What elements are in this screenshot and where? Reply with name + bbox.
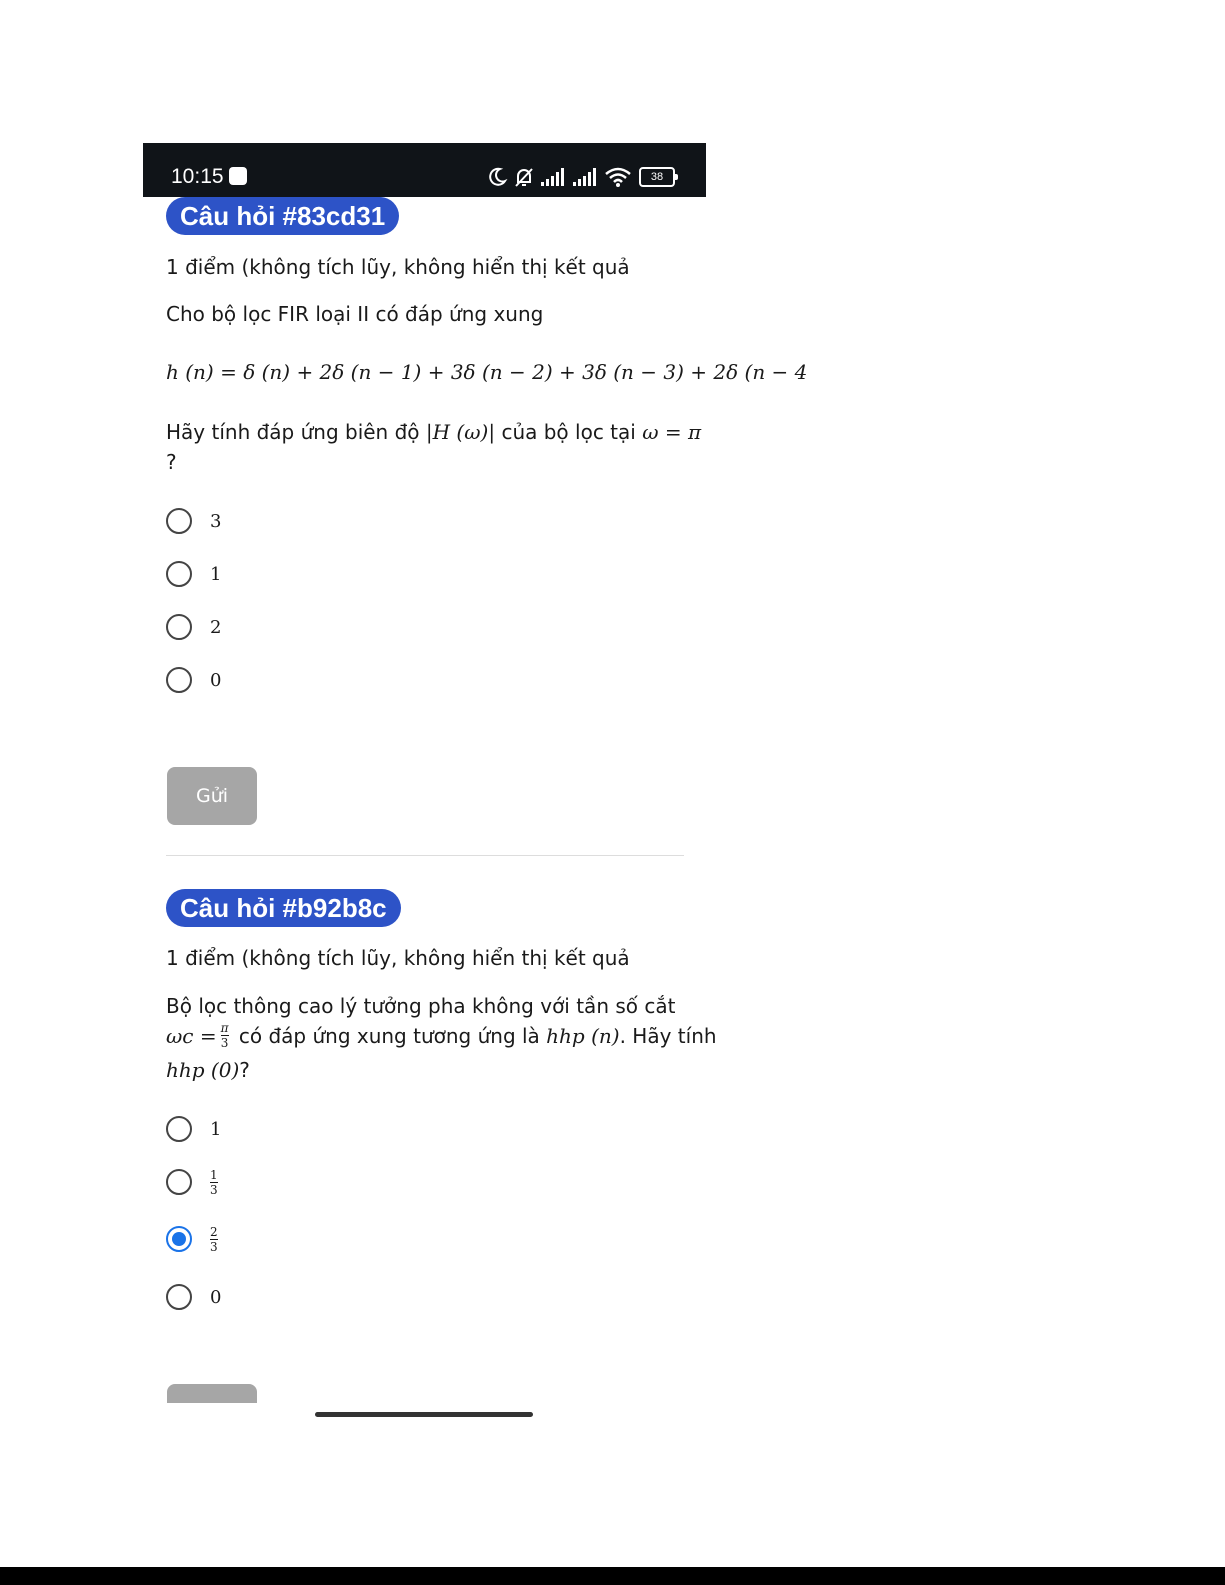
notification-icon <box>229 167 247 185</box>
h-hp-0: hhp (0) <box>166 1058 240 1082</box>
question-prompt-end: ? <box>166 450 177 474</box>
option-label-fraction <box>210 1169 218 1196</box>
question-points: 1 điểm (không tích lũy, không hiển thị kết quả <box>166 255 630 279</box>
fraction-numerator: 2 <box>210 1224 218 1239</box>
question-points: 1 điểm (không tích lũy, không hiển thị kết quả <box>166 946 630 970</box>
prompt-math-omega: ω = π <box>642 420 702 444</box>
question-badge: Câu hỏi #83cd31 <box>166 197 399 235</box>
moon-icon <box>487 167 507 187</box>
answer-option[interactable] <box>166 1167 218 1197</box>
radio-button[interactable] <box>166 508 192 534</box>
answer-option-selected[interactable] <box>166 1224 218 1254</box>
fraction-denominator: 3 <box>210 1239 218 1254</box>
signal-icon <box>541 168 567 186</box>
question-intro: Cho bộ lọc FIR loại II có đáp ứng xung <box>166 302 544 326</box>
radio-button[interactable] <box>166 561 192 587</box>
radio-button-checked[interactable] <box>166 1226 192 1252</box>
fraction-denominator: 3 <box>210 1182 218 1197</box>
status-time: 10:15 <box>171 165 224 188</box>
prompt-text-mid: của bộ lọc tại <box>495 420 643 444</box>
line2-end: . Hãy tính <box>619 1023 717 1048</box>
question-prompt <box>166 420 701 444</box>
radio-button[interactable] <box>166 667 192 693</box>
line3-end: ? <box>239 1058 250 1082</box>
answer-option[interactable] <box>166 665 221 695</box>
radio-button[interactable] <box>166 1169 192 1195</box>
omega-c: ωc = <box>166 1023 217 1048</box>
option-label: 1 <box>210 563 222 585</box>
fraction-denominator: 3 <box>220 1036 229 1050</box>
answer-option[interactable] <box>166 612 221 642</box>
radio-button[interactable] <box>166 614 192 640</box>
option-label: 0 <box>210 1286 222 1308</box>
divider <box>166 855 684 856</box>
line2-text: có đáp ứng xung tương ứng là <box>232 1023 547 1048</box>
prompt-text: Hãy tính đáp ứng biên độ <box>166 420 426 444</box>
radio-button[interactable] <box>166 1116 192 1142</box>
question-text-line1: Bộ lọc thông cao lý tưởng pha không với tần số cắt <box>166 994 676 1018</box>
question-text-line3 <box>166 1058 250 1082</box>
prompt-math-magnitude: |H (ω)| <box>425 420 496 444</box>
fraction-numerator: π <box>220 1021 229 1035</box>
submit-button[interactable]: Gửi <box>167 767 257 825</box>
status-bar <box>143 143 706 197</box>
radio-button[interactable] <box>166 1284 192 1310</box>
battery-icon: 38 <box>639 167 675 187</box>
option-label: 0 <box>210 669 222 691</box>
bottom-edge <box>0 1567 1225 1585</box>
fraction-numerator: 1 <box>210 1167 218 1182</box>
option-label-fraction <box>210 1226 218 1253</box>
question-badge: Câu hỏi #b92b8c <box>166 889 401 927</box>
fraction-pi-over-3 <box>221 1022 229 1049</box>
option-label: 3 <box>210 510 222 532</box>
status-icons <box>487 165 675 189</box>
answer-option[interactable] <box>166 506 221 536</box>
question-text-line2 <box>166 1022 717 1049</box>
option-label: 1 <box>210 1118 222 1140</box>
h-hp-n: hhp (n) <box>546 1023 620 1048</box>
home-indicator[interactable] <box>315 1412 533 1417</box>
wifi-icon <box>605 167 631 187</box>
signal-icon-2 <box>573 168 599 186</box>
submit-button-partial[interactable] <box>167 1384 257 1403</box>
answer-option[interactable] <box>166 559 221 589</box>
option-label: 2 <box>210 616 222 638</box>
answer-option[interactable] <box>166 1282 221 1312</box>
impulse-response-formula: h (n) = δ (n) + 2δ (n − 1) + 3δ (n − 2) + 3δ (n − 3) + 2δ (n − 4 <box>166 360 808 384</box>
bell-off-icon <box>513 166 535 188</box>
answer-option[interactable] <box>166 1114 221 1144</box>
